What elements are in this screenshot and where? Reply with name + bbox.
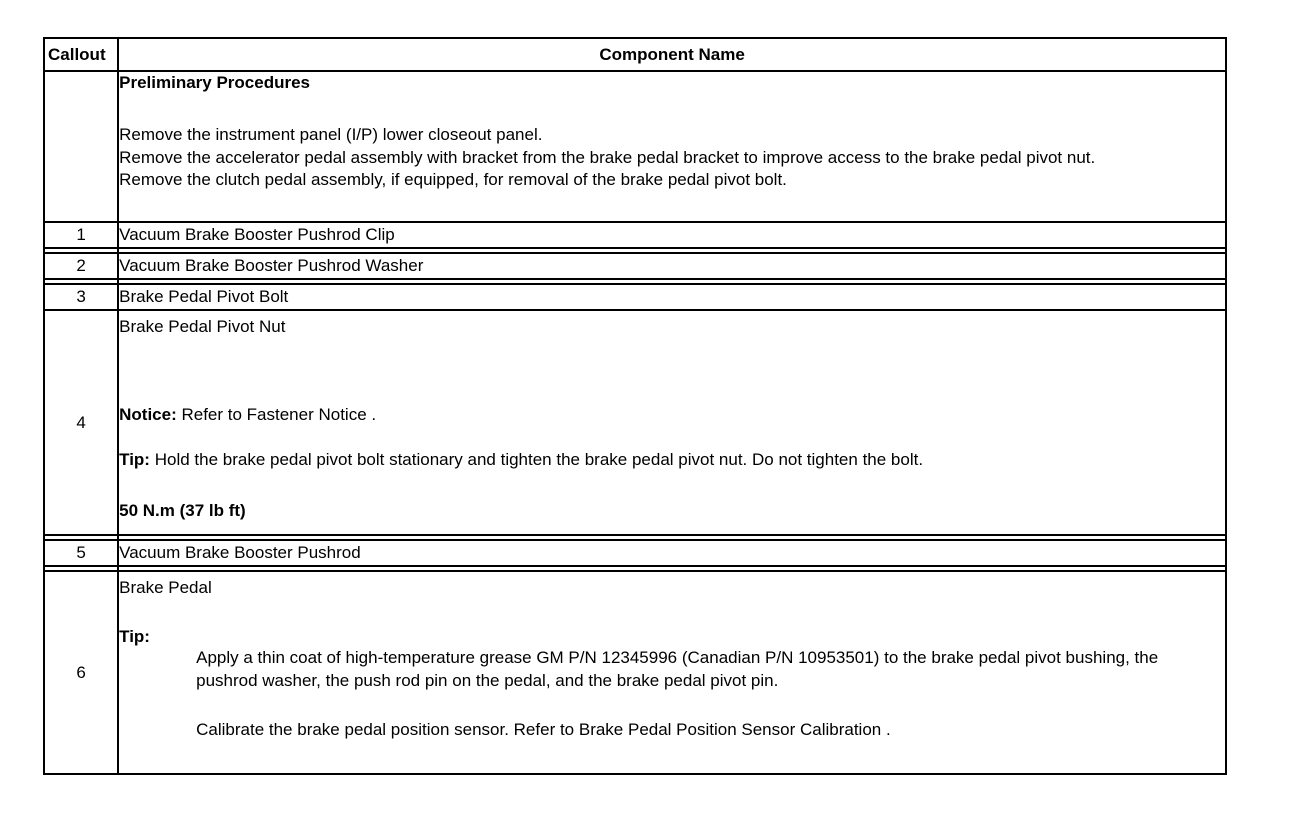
table-header [44,38,1226,71]
preliminary-title: Preliminary Procedures [119,73,310,92]
callout-number: 2 [44,253,118,279]
preliminary-callout-cell [44,71,118,222]
preliminary-procedures [118,71,1226,222]
component-table [43,37,1227,775]
component-name: Brake Pedal Pivot Bolt [118,284,1226,310]
table-row [44,284,1226,310]
notice [119,404,1225,426]
component-detail [118,571,1226,774]
component-name: Brake Pedal [119,578,212,597]
notice-label: Notice: [119,405,177,424]
tip [119,449,1225,471]
preliminary-step: Remove the accelerator pedal assembly with bracket from the brake pedal bracket to improve access to the brake pedal pivot nut. [119,147,1096,167]
preliminary-row [44,71,1226,222]
callout-header: Callout [44,38,118,71]
component-name-header: Component Name [118,38,1226,71]
table-row [44,253,1226,279]
torque-spec: 50 N.m (37 lb ft) [119,501,246,520]
component-name: Vacuum Brake Booster Pushrod [118,540,1226,566]
notice-text: Refer to Fastener Notice . [176,405,377,424]
tip-text: Hold the brake pedal pivot bolt stationary and tighten the brake pedal pivot nut. Do not tighten the bolt. [149,450,924,469]
component-name: Vacuum Brake Booster Pushrod Washer [118,253,1226,279]
component-detail [118,310,1226,535]
table-row [44,222,1226,248]
callout-number: 3 [44,284,118,310]
tip-label: Tip: [119,450,150,469]
callout-number: 4 [44,310,118,535]
callout-number: 6 [44,571,118,774]
callout-number: 5 [44,540,118,566]
tip-text: Calibrate the brake pedal position sensor. Refer to Brake Pedal Position Sensor Calibration . [196,720,891,739]
preliminary-step: Remove the instrument panel (I/P) lower closeout panel. [119,125,543,144]
tip-text: Apply a thin coat of high-temperature grease GM P/N 12345996 (Canadian P/N 10953501) to the brake pedal pivot bushing, the pushrod washer, the push rod pin on the pedal, and the brake pedal pivot pin. [196,648,1159,690]
component-name: Vacuum Brake Booster Pushrod Clip [118,222,1226,248]
table-row [44,571,1226,774]
component-name: Brake Pedal Pivot Nut [119,317,286,336]
table-row [44,310,1226,535]
callout-number: 1 [44,222,118,248]
preliminary-step: Remove the clutch pedal assembly, if equipped, for removal of the brake pedal pivot bolt. [119,170,787,189]
table-row [44,540,1226,566]
tip-label: Tip: [119,627,150,646]
